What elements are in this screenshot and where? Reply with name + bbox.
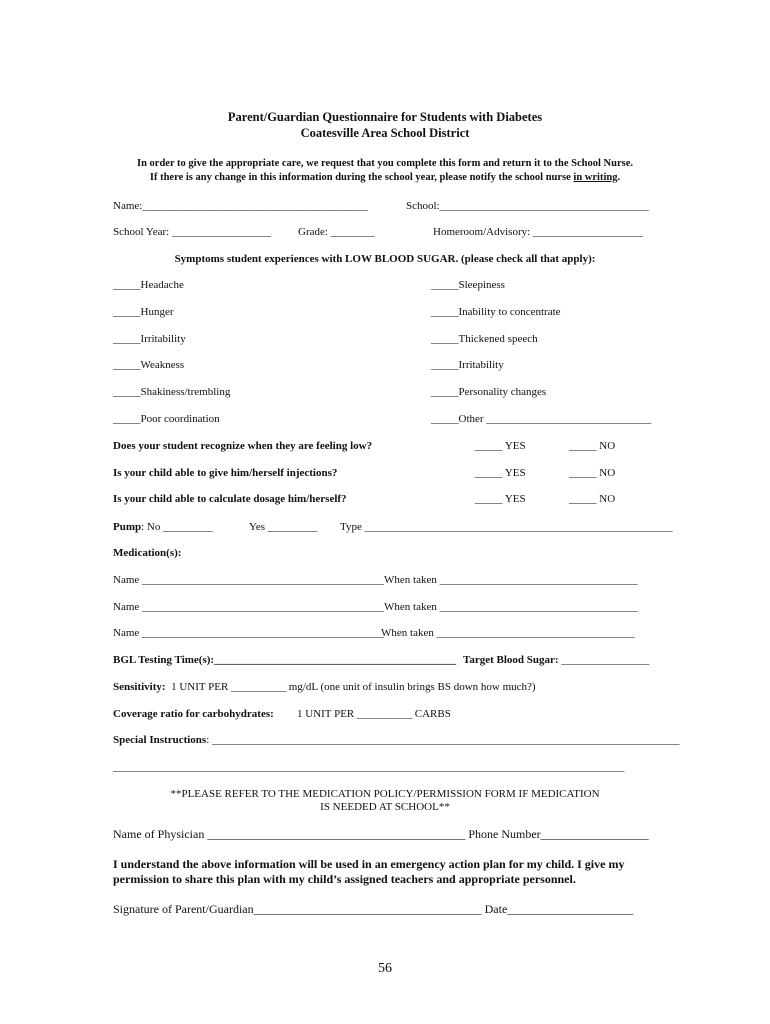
symptom-inability-to-concentrate[interactable]: _____Inability to concentrate — [431, 306, 561, 318]
medication-when-field[interactable]: When taken ____________________________________ — [384, 601, 638, 613]
symptom-irritability-2[interactable]: _____Irritability — [431, 359, 504, 371]
symptom-hunger[interactable]: _____Hunger — [113, 306, 174, 318]
school-year-field[interactable]: School Year: __________________ — [113, 226, 271, 238]
pump-label: Pump — [113, 521, 142, 533]
question-recognize-low: Does your student recognize when they are feeling low? — [113, 440, 373, 452]
page-number: 56 — [378, 961, 392, 976]
signature-field[interactable]: Signature of Parent/Guardian______________________________________ Date_____________________ — [113, 902, 634, 916]
coverage-field[interactable]: 1 UNIT PER __________ CARBS — [297, 708, 451, 720]
symptom-shakiness[interactable]: _____Shakiness/trembling — [113, 386, 231, 398]
symptom-other[interactable]: _____Other ______________________________ — [431, 413, 652, 425]
district-name: Coatesville Area School District — [300, 126, 470, 140]
symptom-thickened-speech[interactable]: _____Thickened speech — [431, 333, 538, 345]
bgl-testing-field[interactable]: BGL Testing Time(s):____________________________________________ — [113, 654, 457, 666]
pump-type-field[interactable]: Type ________________________________________________________ — [340, 521, 673, 533]
medication-policy-notice: **PLEASE REFER TO THE MEDICATION POLICY/PERMISSION FORM IF MEDICATION — [170, 788, 600, 800]
intro-emphasis: in writing — [573, 172, 618, 183]
coverage-label: Coverage ratio for carbohydrates: — [113, 708, 274, 720]
medication-name-field[interactable]: Name ____________________________________________ — [113, 601, 385, 613]
consent-line-2: permission to share this plan with my child’s assigned teachers and appropriate personnel. — [113, 872, 576, 886]
sensitivity-field[interactable]: Sensitivity: 1 UNIT PER __________ mg/dL (one unit of insulin brings BS down how much?) — [113, 681, 536, 693]
medication-when-field[interactable]: When taken ____________________________________ — [381, 627, 635, 639]
symptom-sleepiness[interactable]: _____Sleepiness — [431, 279, 505, 291]
symptom-irritability[interactable]: _____Irritability — [113, 333, 186, 345]
symptoms-heading: Symptoms student experiences with LOW BLOOD SUGAR. (please check all that apply): — [174, 253, 596, 265]
medication-name-field[interactable]: Name ____________________________________________ — [113, 574, 385, 586]
special-instructions-field[interactable]: Special Instructions: _____________________________________________________________________________________ — [113, 734, 680, 746]
consent-line-1: I understand the above information will be used in an emergency action plan for my child. I give my — [113, 857, 625, 871]
dosage-yes[interactable]: _____ YES — [475, 493, 526, 505]
medication-policy-notice-2: IS NEEDED AT SCHOOL** — [320, 801, 450, 813]
injections-no[interactable]: _____ NO — [569, 467, 616, 479]
injections-yes[interactable]: _____ YES — [475, 467, 526, 479]
dosage-no[interactable]: _____ NO — [569, 493, 616, 505]
intro-line-2: If there is any change in this information during the school year, please notify the school nurse in writing. — [149, 172, 621, 183]
grade-field[interactable]: Grade: ________ — [298, 226, 375, 238]
homeroom-field[interactable]: Homeroom/Advisory: ____________________ — [433, 226, 643, 238]
question-injections: Is your child able to give him/herself injections? — [113, 467, 338, 479]
recognize-low-no[interactable]: _____ NO — [569, 440, 616, 452]
special-instructions-line-2[interactable]: _____________________________________________________________________________________________ — [113, 761, 625, 773]
intro-line-1: In order to give the appropriate care, we request that you complete this form and return it to the School Nurse. — [137, 158, 633, 169]
pump-no-field[interactable]: Pump: No _________ — [113, 521, 213, 533]
symptom-headache[interactable]: _____Headache — [113, 279, 184, 291]
symptom-weakness[interactable]: _____Weakness — [113, 359, 185, 371]
medication-when-field[interactable]: When taken ____________________________________ — [384, 574, 638, 586]
medications-heading: Medication(s): — [113, 547, 182, 559]
sensitivity-label: Sensitivity: — [113, 681, 166, 693]
school-field[interactable]: School:______________________________________ — [406, 200, 649, 212]
symptom-poor-coordination[interactable]: _____Poor coordination — [113, 413, 220, 425]
question-dosage: Is your child able to calculate dosage him/herself? — [113, 493, 347, 505]
medication-name-field[interactable]: Name ____________________________________________ — [113, 627, 385, 639]
form-title: Parent/Guardian Questionnaire for Students with Diabetes — [227, 110, 543, 124]
symptom-personality-changes[interactable]: _____Personality changes — [431, 386, 547, 398]
physician-field[interactable]: Name of Physician ___________________________________________ Phone Number__________________ — [113, 827, 649, 841]
name-field[interactable]: Name:_________________________________________ — [113, 200, 368, 212]
special-instructions-label: Special Instructions — [113, 734, 207, 746]
pump-yes-field[interactable]: Yes _________ — [249, 521, 318, 533]
target-blood-sugar-label: Target Blood Sugar: — [463, 654, 559, 666]
recognize-low-yes[interactable]: _____ YES — [475, 440, 526, 452]
target-blood-sugar-field[interactable]: Target Blood Sugar: ________________ — [463, 654, 650, 666]
